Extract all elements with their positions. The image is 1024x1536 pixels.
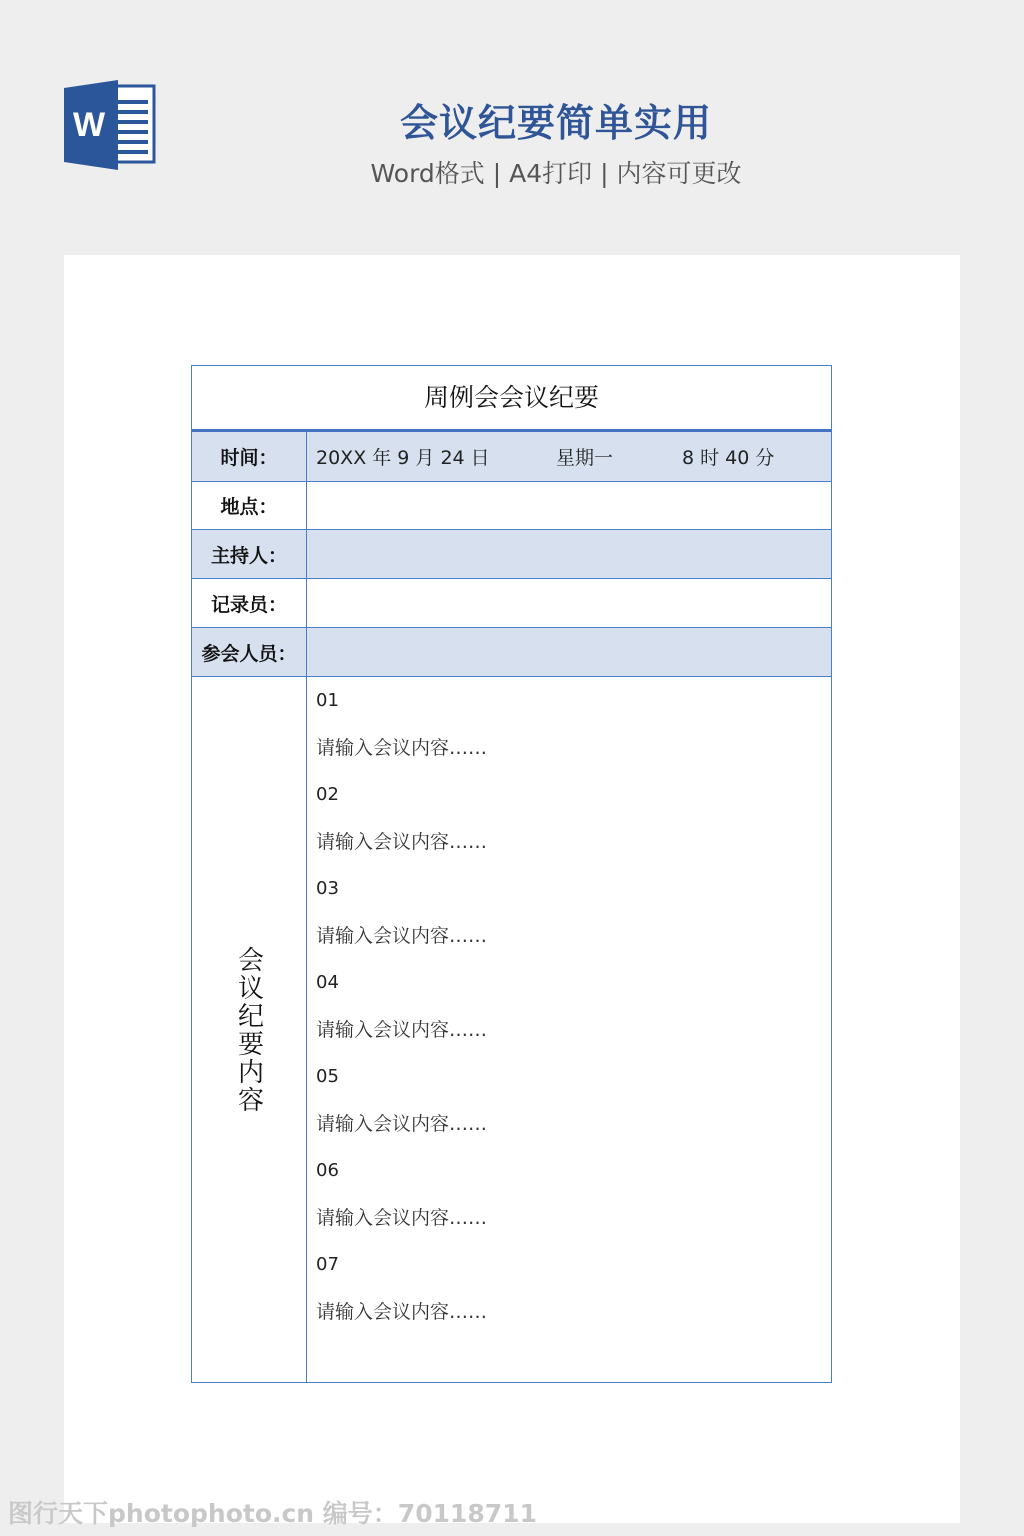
attendees-value[interactable] <box>307 628 831 676</box>
form-title-row <box>192 366 831 432</box>
content-row <box>192 677 831 1382</box>
item-text[interactable]: 请输入会议内容…… <box>316 1019 488 1041</box>
item-text[interactable]: 请输入会议内容…… <box>316 925 488 947</box>
page-subtitle: Word格式 | A4打印 | 内容可更改 <box>370 159 742 188</box>
item-number: 05 <box>316 1066 339 1087</box>
item-text[interactable]: 请输入会议内容…… <box>316 1113 488 1135</box>
word-icon <box>64 80 156 170</box>
location-row <box>192 482 831 530</box>
word-icon-letter: W <box>72 106 106 144</box>
form-title: 周例会会议纪要 <box>423 383 599 412</box>
location-label: 地点： <box>192 482 307 529</box>
minutes-form <box>191 365 832 1383</box>
host-value[interactable] <box>307 530 831 578</box>
document-page <box>64 255 960 1523</box>
item-number: 06 <box>316 1160 339 1181</box>
time-weekday: 星期一 <box>556 447 614 469</box>
item-number: 07 <box>316 1254 339 1275</box>
item-text[interactable]: 请输入会议内容…… <box>316 1301 488 1323</box>
page-title: 会议纪要简单实用 <box>399 101 712 145</box>
host-label: 主持人： <box>192 530 307 578</box>
item-number: 01 <box>316 690 339 711</box>
attendees-row <box>192 628 831 677</box>
recorder-row <box>192 579 831 628</box>
item-text[interactable]: 请输入会议内容…… <box>316 1207 488 1229</box>
recorder-label: 记录员： <box>192 579 307 627</box>
content-label: 会议纪要内容 <box>233 945 264 1114</box>
item-number: 04 <box>316 972 339 993</box>
recorder-value[interactable] <box>307 579 831 627</box>
content-items[interactable] <box>316 689 821 1347</box>
location-value[interactable] <box>307 482 831 529</box>
host-row <box>192 530 831 579</box>
time-row <box>192 432 831 482</box>
attendees-label: 参会人员： <box>192 628 307 676</box>
item-text[interactable]: 请输入会议内容…… <box>316 737 488 759</box>
item-number: 02 <box>316 784 339 805</box>
time-date: 20XX 年 9 月 24 日 <box>316 447 490 469</box>
item-text[interactable]: 请输入会议内容…… <box>316 831 488 853</box>
item-number: 03 <box>316 878 339 899</box>
time-label: 时间： <box>192 432 307 481</box>
time-clock: 8 时 40 分 <box>682 447 775 469</box>
watermark: 图行天下photophoto.cn 编号：70118711 <box>8 1499 537 1528</box>
time-value[interactable] <box>307 432 831 481</box>
content-label-cell <box>192 677 307 1382</box>
